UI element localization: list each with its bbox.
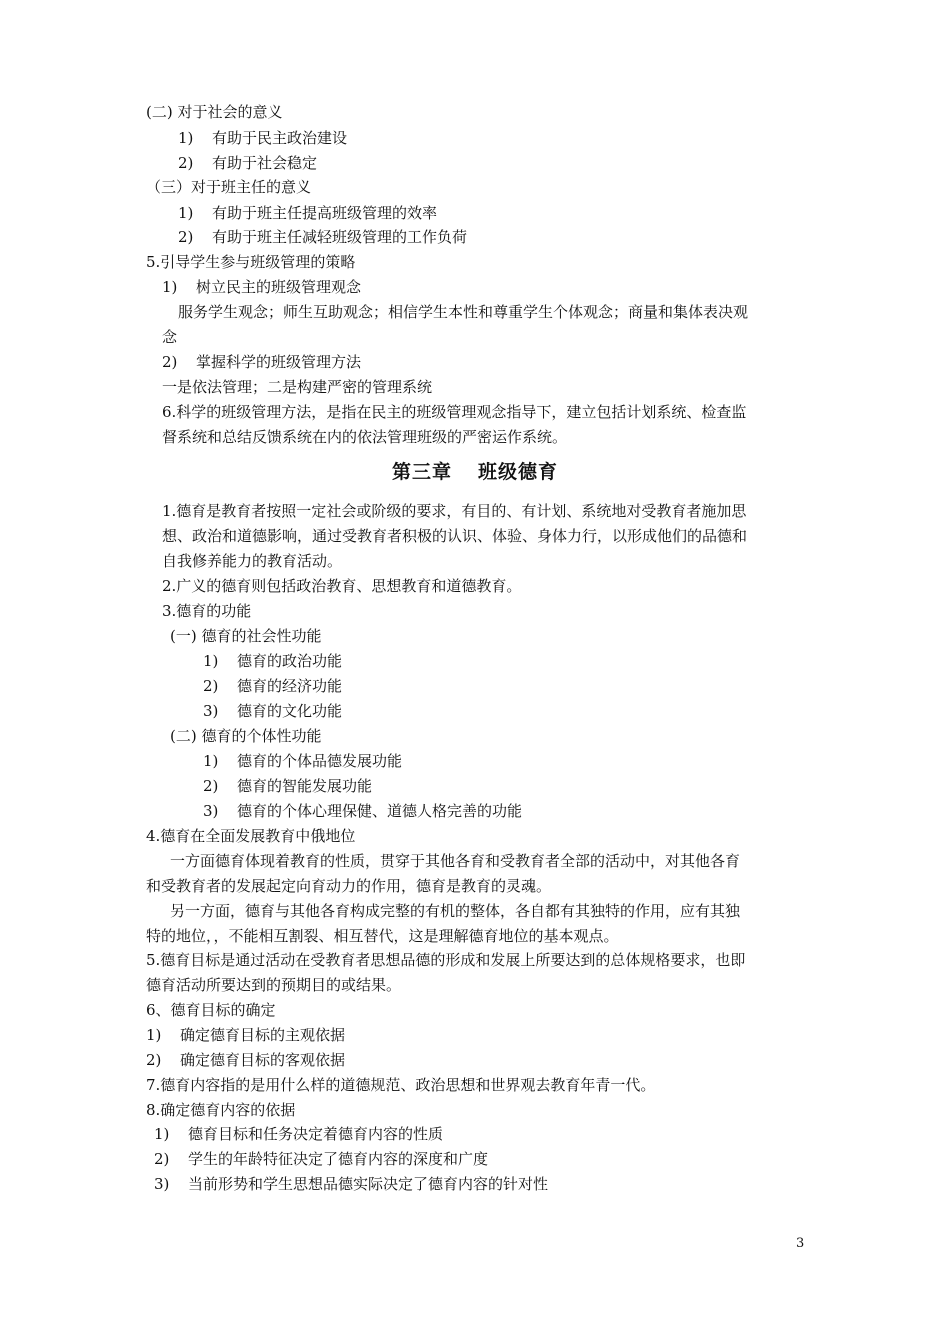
list-item-number: 2)	[162, 353, 178, 371]
paragraph-line: 1.德育是教育者按照一定社会或阶级的要求，有目的、有计划、系统地对受教育者施加思	[162, 502, 747, 520]
list-item-text: 确定德育目标的客观依据	[180, 1051, 346, 1069]
list-item	[178, 227, 467, 247]
paragraph-line: 德育活动所要达到的预期目的或结果。	[146, 976, 402, 994]
list-item-text: 有助于班主任提高班级管理的效率	[212, 204, 438, 222]
subsection-heading: (一) 德育的社会性功能	[170, 627, 322, 645]
subsection-heading: (二) 德育的个体性功能	[170, 727, 322, 745]
paragraph-line: 服务学生观念；师生互助观念；相信学生本性和尊重学生个体观念；商量和集体表决观	[178, 303, 749, 321]
list-item-text: 当前形势和学生思想品德实际决定了德育内容的针对性	[188, 1175, 549, 1193]
list-item-text: 有助于班主任减轻班级管理的工作负荷	[212, 228, 468, 246]
list-item-number: 3)	[203, 802, 219, 820]
list-item	[203, 676, 342, 696]
list-item-number: 3)	[154, 1175, 170, 1193]
list-item	[178, 128, 347, 148]
list-item-number: 1)	[203, 752, 219, 770]
list-item-number: 1)	[203, 652, 219, 670]
list-item	[203, 776, 372, 796]
list-item-number: 3)	[203, 702, 219, 720]
paragraph-line: 6.科学的班级管理方法，是指在民主的班级管理观念指导下，建立包括计划系统、检查监	[162, 403, 747, 421]
list-item	[162, 277, 361, 297]
list-item	[203, 751, 402, 771]
list-item-number: 1)	[162, 278, 178, 296]
chapter-name: 班级德育	[478, 461, 559, 483]
paragraph-line: 念	[162, 328, 178, 346]
section-heading: 6、德育目标的确定	[146, 1001, 276, 1019]
list-item-text: 有助于社会稳定	[212, 154, 318, 172]
list-item-text: 德育的政治功能	[237, 652, 343, 670]
paragraph-line: 一方面德育体现着教育的性质，贯穿于其他各育和受教育者全部的活动中，对其他各育	[170, 852, 741, 870]
paragraph-line: 另一方面，德育与其他各育构成完整的有机的整体，各自都有其独特的作用，应有其独	[170, 902, 741, 920]
chapter-number: 第三章	[391, 461, 452, 483]
list-item-text: 德育的文化功能	[237, 702, 343, 720]
paragraph-line: 自我修养能力的教育活动。	[162, 552, 343, 570]
list-item-text: 德育的个体品德发展功能	[237, 752, 403, 770]
list-item-number: 2)	[178, 228, 194, 246]
list-item	[154, 1149, 488, 1169]
list-item-text: 确定德育目标的主观依据	[180, 1026, 346, 1044]
list-item-number: 1)	[178, 129, 194, 147]
list-item	[178, 203, 437, 223]
page-number: 3	[796, 1236, 805, 1251]
list-item	[154, 1174, 548, 1194]
list-item-text: 有助于民主政治建设	[212, 129, 348, 147]
list-item-text: 德育的智能发展功能	[237, 777, 373, 795]
list-item-number: 2)	[203, 777, 219, 795]
list-item-number: 1)	[146, 1026, 162, 1044]
chapter-title	[0, 457, 950, 484]
list-item-text: 学生的年龄特征决定了德育内容的深度和广度	[188, 1150, 489, 1168]
section-heading: 4.德育在全面发展教育中俄地位	[146, 827, 356, 845]
list-item-number: 1)	[154, 1125, 170, 1143]
paragraph-line: 一是依法管理；二是构建严密的管理系统	[162, 378, 433, 396]
paragraph-line: 想、政治和道德影响，通过受教育者积极的认识、体验、身体力行，以形成他们的品德和	[162, 527, 748, 545]
list-item	[203, 701, 342, 721]
paragraph-line: 和受教育者的发展起定向育动力的作用，德育是教育的灵魂。	[146, 877, 552, 895]
section-heading: 5.引导学生参与班级管理的策略	[146, 253, 356, 271]
list-item-text: 德育的个体心理保健、道德人格完善的功能	[237, 802, 523, 820]
list-item-number: 2)	[154, 1150, 170, 1168]
section-heading: 3.德育的功能	[162, 602, 252, 620]
list-item	[162, 352, 361, 372]
list-item-number: 1)	[178, 204, 194, 222]
teacher-heading: （三）对于班主任的意义	[146, 178, 312, 196]
list-item-number: 2)	[146, 1051, 162, 1069]
paragraph-line: 7.德育内容指的是用什么样的道德规范、政治思想和世界观去教育年青一代。	[146, 1076, 656, 1094]
list-item	[178, 153, 317, 173]
list-item-number: 2)	[203, 677, 219, 695]
paragraph-line: 5.德育目标是通过活动在受教育者思想品德的形成和发展上所要达到的总体规格要求，也即	[146, 951, 746, 969]
list-item-text: 德育目标和任务决定着德育内容的性质	[188, 1125, 444, 1143]
list-item	[154, 1124, 443, 1144]
list-item-text: 树立民主的班级管理观念	[196, 278, 362, 296]
list-item-number: 2)	[178, 154, 194, 172]
section-heading: 8.确定德育内容的依据	[146, 1101, 296, 1119]
list-item	[146, 1025, 345, 1045]
list-item-text: 德育的经济功能	[237, 677, 343, 695]
list-item	[146, 1050, 345, 1070]
list-item	[203, 651, 342, 671]
paragraph-line: 特的地位，，不能相互割裂、相互替代，这是理解德育地位的基本观点。	[146, 927, 619, 945]
list-item-text: 掌握科学的班级管理方法	[196, 353, 362, 371]
paragraph-line: 2.广义的德育则包括政治教育、思想教育和道德教育。	[162, 577, 522, 595]
list-item	[203, 801, 522, 821]
paragraph-line: 督系统和总结反馈系统在内的依法管理班级的严密运作系统。	[162, 428, 568, 446]
society-heading: (二) 对于社会的意义	[146, 103, 283, 121]
